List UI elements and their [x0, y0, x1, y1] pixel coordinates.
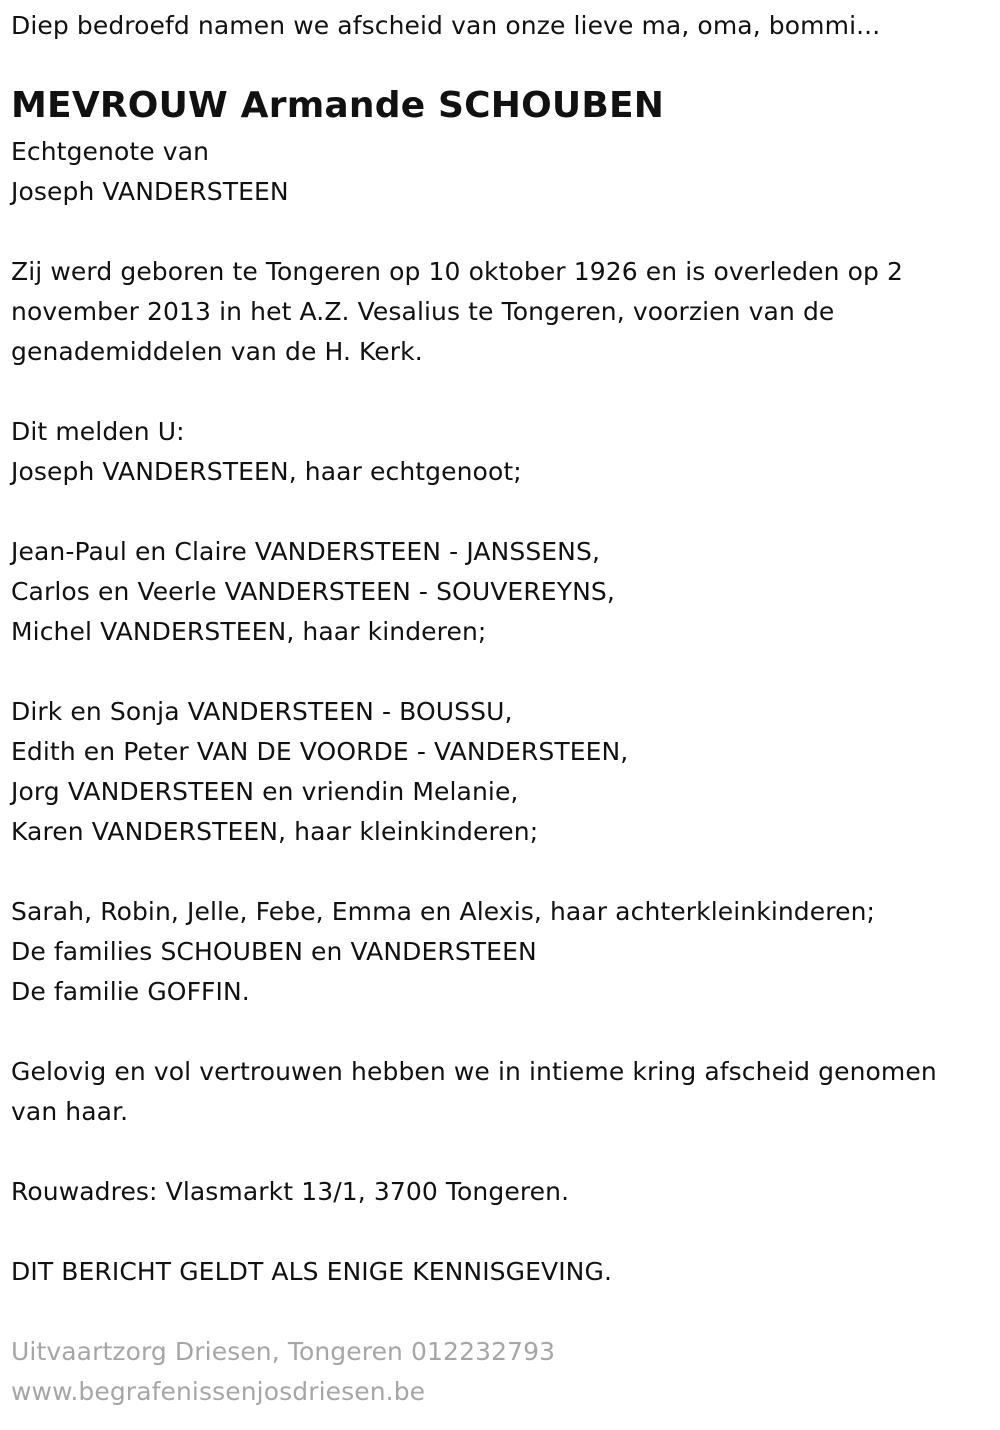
spacer [11, 212, 1000, 252]
spacer [11, 1132, 1000, 1172]
deceased-name: MEVROUW Armande SCHOUBEN [11, 85, 665, 126]
birth-death-line: genademiddelen van de H. Kerk. [11, 337, 423, 366]
spouse-line: Echtgenote van [11, 137, 210, 166]
spacer [11, 372, 1000, 412]
children-line: Michel VANDERSTEEN, haar kinderen; [11, 617, 487, 646]
notice-text: DIT BERICHT GELDT ALS ENIGE KENNISGEVING. [11, 1257, 612, 1286]
children-section [11, 532, 1000, 652]
birth-death-section [11, 252, 1000, 372]
spacer [11, 1292, 1000, 1332]
mourning-address: Rouwadres: Vlasmarkt 13/1, 3700 Tongeren. [11, 1177, 570, 1206]
spouse-section [11, 132, 1000, 212]
announcers-line: Joseph VANDERSTEEN, haar echtgenoot; [11, 457, 522, 486]
grandchildren-line: Dirk en Sonja VANDERSTEEN - BOUSSU, [11, 697, 513, 726]
funeral-home-name: Uitvaartzorg Driesen, Tongeren 012232793 [11, 1337, 556, 1366]
families-line: De familie GOFFIN. [11, 977, 250, 1006]
spacer [11, 652, 1000, 692]
families-section [11, 892, 1000, 1012]
spacer [11, 1212, 1000, 1252]
funeral-home-footer [11, 1332, 1000, 1412]
birth-death-line: november 2013 in het A.Z. Vesalius te Tongeren, voorzien van de [11, 297, 835, 326]
spouse-line: Joseph VANDERSTEEN [11, 177, 289, 206]
grandchildren-line: Jorg VANDERSTEEN en vriendin Melanie, [11, 777, 519, 806]
families-line: De families SCHOUBEN en VANDERSTEEN [11, 937, 537, 966]
farewell-section [11, 1052, 1000, 1132]
children-line: Jean-Paul en Claire VANDERSTEEN - JANSSENS, [11, 537, 601, 566]
announcers-line: Dit melden U: [11, 417, 185, 446]
spacer [11, 492, 1000, 532]
grandchildren-section [11, 692, 1000, 852]
grandchildren-line: Karen VANDERSTEEN, haar kleinkinderen; [11, 817, 539, 846]
spacer [11, 1012, 1000, 1052]
intro-text: Diep bedroefd namen we afscheid van onze lieve ma, oma, bommi... [11, 11, 881, 40]
announcers-section [11, 412, 1000, 492]
grandchildren-line: Edith en Peter VAN DE VOORDE - VANDERSTEEN, [11, 737, 629, 766]
families-line: Sarah, Robin, Jelle, Febe, Emma en Alexis, haar achterkleinkinderen; [11, 897, 876, 926]
funeral-home-website: www.begrafenissenjosdriesen.be [11, 1377, 426, 1406]
farewell-line: Gelovig en vol vertrouwen hebben we in intieme kring afscheid genomen [11, 1057, 937, 1086]
birth-death-line: Zij werd geboren te Tongeren op 10 oktober 1926 en is overleden op 2 [11, 257, 904, 286]
children-line: Carlos en Veerle VANDERSTEEN - SOUVEREYNS, [11, 577, 615, 606]
farewell-line: van haar. [11, 1097, 129, 1126]
spacer [11, 852, 1000, 892]
